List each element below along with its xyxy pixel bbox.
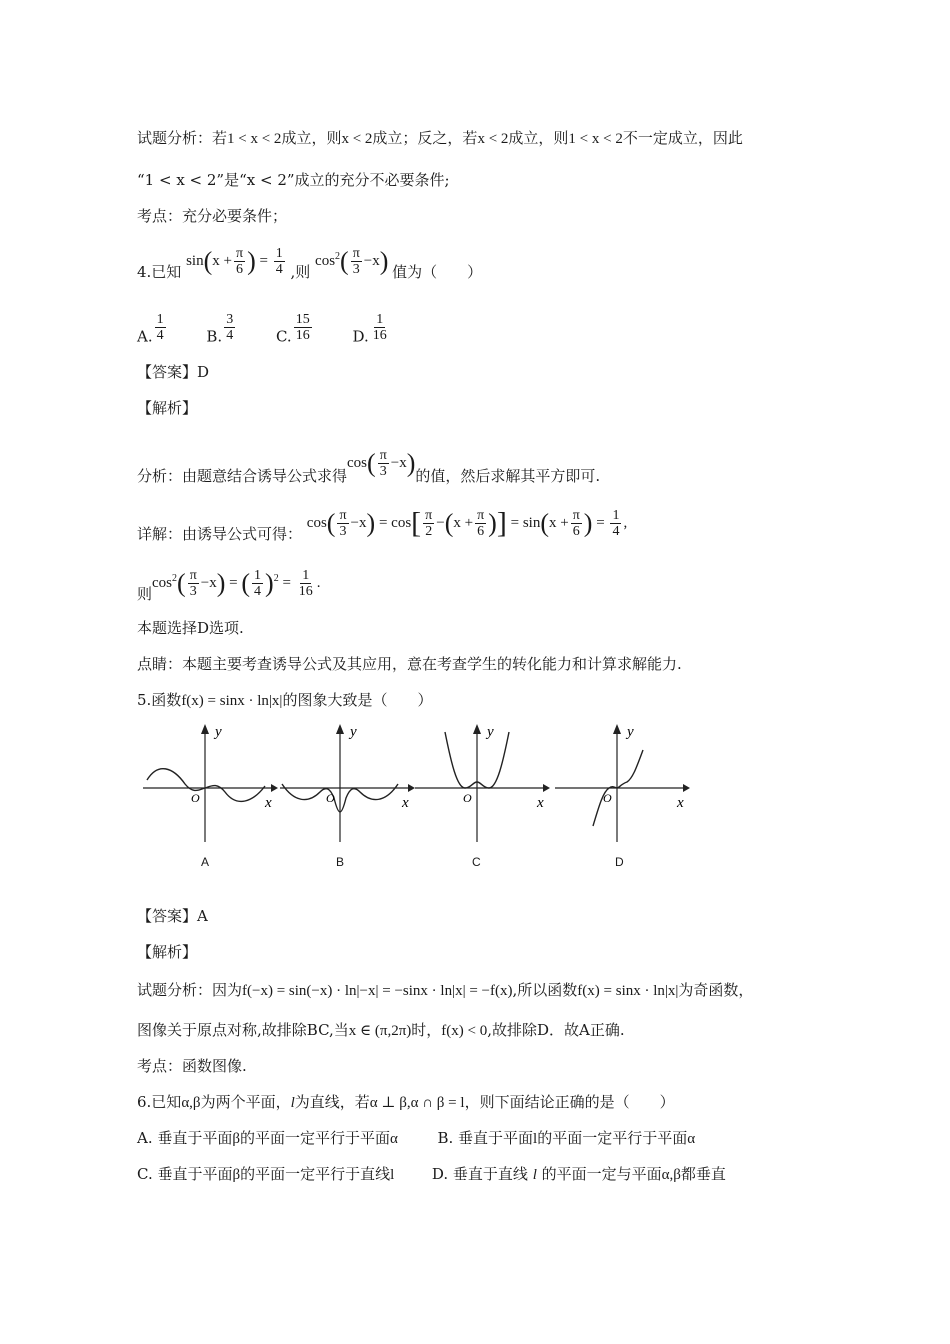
q4-condition: sin(x + $\frac{\pi}{6}$ ) = $\frac{1}{4}$	[186, 246, 283, 277]
svg-text:x: x	[677, 795, 684, 811]
math: x < 2	[341, 131, 373, 147]
text: 值为（ ）	[392, 262, 483, 281]
q5-analysis-line2: 图像关于原点对称,故排除BC,当x ∈ (π,2π)时，f(x) < 0,故排除D．故A正确.	[137, 1021, 625, 1039]
q4-dianjing: 点睛：本题主要考查诱导公式及其应用，意在考查学生的转化能力和计算求解能力.	[137, 655, 682, 673]
q4-xuanze: 本题选择D选项.	[137, 619, 244, 637]
text: 成立，则	[281, 129, 342, 147]
q4-option-d: D. $\frac{1}{16}$	[352, 312, 387, 346]
text: 成立，则	[508, 129, 569, 147]
q6-option-c: C. 垂直于平面β的平面一定平行于直线l	[137, 1165, 395, 1183]
svg-text:O: O	[603, 791, 612, 805]
q4-jiexi: 【解析】	[137, 399, 198, 417]
q5-answer: 【答案】A	[137, 907, 208, 925]
q6-options-cd	[137, 1164, 726, 1185]
q4-target: $\cos^2$( $\frac{\pi}{3}$ −x)	[315, 246, 389, 277]
svg-text:O: O	[191, 791, 200, 805]
q4-fenxi: 分析：由题意结合诱导公式求得cos( $\frac{\pi}{3}$ −x)的值，然后求解其平方即可.	[137, 448, 601, 485]
svg-text:y: y	[215, 724, 222, 740]
q4-option-c: C. $\frac{15}{16}$	[275, 312, 310, 346]
svg-text:x: x	[265, 795, 272, 811]
graph-label-b: B	[336, 855, 345, 869]
graph-a	[143, 722, 278, 842]
text: 不一定成立，因此	[622, 129, 743, 147]
svg-text:x: x	[537, 795, 544, 811]
svg-text:y: y	[627, 724, 634, 740]
q6-option-a: A. 垂直于平面β的平面一定平行于平面α	[137, 1129, 398, 1147]
q4-stem	[137, 246, 483, 289]
q4-answer: 【答案】D	[137, 363, 210, 381]
graph-d	[555, 722, 690, 842]
math: 1 < x < 2	[568, 131, 623, 147]
q4-option-b: B. $\frac{3}{4}$	[206, 312, 234, 346]
q6-option-d: D. 垂直于直线 l 的平面一定与平面α,β都垂直	[431, 1165, 726, 1183]
q3-analysis-line1	[137, 128, 743, 149]
q4-xiangjie: 详解：由诱导公式可得： cos( $\frac{\pi}{3}$ −x) = cos[ $\frac{\pi}{2}$ −(x + $\frac{\pi}{6}$ )] = sin(x + $\frac{\pi}{6}$ ) = $\frac{1}{4}$ ,	[137, 506, 628, 543]
svg-text:y: y	[487, 724, 494, 740]
graph-label-a: A	[201, 855, 210, 869]
svg-text:y: y	[350, 724, 357, 740]
q3-analysis-line2: “1 < x < 2”是“x < 2”成立的充分不必要条件;	[137, 171, 450, 189]
q5-kaodian: 考点：函数图像.	[137, 1057, 247, 1075]
text: ,则	[290, 262, 311, 281]
text: 成立；反之，若	[372, 129, 478, 147]
q4-then: 则$\cos^2$( $\frac{\pi}{3}$ −x) = ( $\frac{1}{4}$ )$^2$ = $\frac{1}{16}$ .	[137, 568, 321, 603]
math: x < 2	[477, 131, 509, 147]
q4-options	[137, 312, 425, 353]
svg-text:O: O	[463, 791, 472, 805]
q4-derivation: cos( $\frac{\pi}{3}$ −x) = cos[ $\frac{\pi}{2}$ −(x + $\frac{\pi}{6}$ )] = sin(x + $\frac{\pi}{6}$ ) = $\frac{1}{4}$ ,	[306, 506, 628, 540]
q4-option-a: A. $\frac{1}{4}$	[137, 312, 164, 346]
graph-c	[415, 722, 550, 842]
graph-label-d: D	[615, 855, 624, 869]
q5-stem: 5.函数f(x) = sinx · ln|x|的图象大致是（ ）	[137, 691, 433, 709]
text: 4.已知	[137, 262, 182, 281]
q5-jiexi: 【解析】	[137, 943, 198, 961]
graph-label-c: C	[472, 855, 481, 869]
graph-b	[280, 722, 415, 842]
math: 1 < x < 2	[227, 131, 282, 147]
svg-text:x: x	[402, 795, 409, 811]
q3-kaodian: 考点：充分必要条件；	[137, 207, 288, 225]
q6-option-b: B. 垂直于平面l的平面一定平行于平面α	[437, 1129, 696, 1147]
q6-stem: 6.已知α,β为两个平面，l为直线，若α ⊥ β,α ∩ β = l，则下面结论正确的是（ ）	[137, 1093, 675, 1111]
q6-options-ab	[137, 1128, 695, 1149]
svg-text:O: O	[326, 791, 335, 805]
text: 试题分析：若	[137, 129, 228, 147]
q5-analysis-line1: 试题分析：因为f(−x) = sin(−x) · ln|−x| = −sinx · ln|x| = −f(x),所以函数f(x) = sinx · ln|x|为奇函数，	[137, 981, 754, 999]
